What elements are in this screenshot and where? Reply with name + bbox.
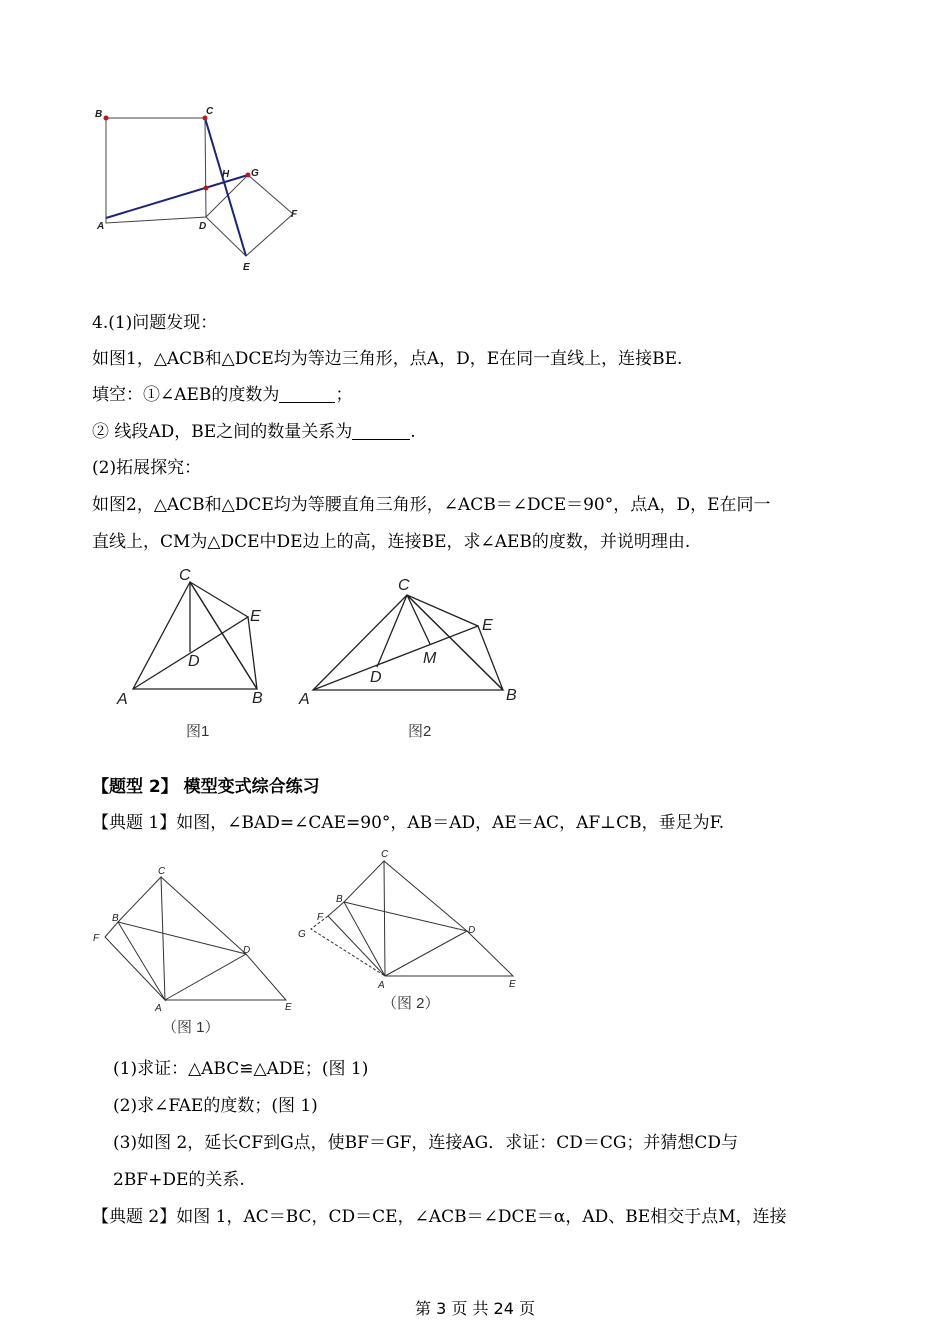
label-E: E	[509, 979, 516, 990]
label-A: A	[117, 691, 128, 708]
example-2-statement: 【典题 2】如图 1，AC＝BC，CD＝CE，∠ACB＝∠DCE＝α，AD、BE相交于点M，连接	[92, 1207, 787, 1227]
label-A: A	[299, 691, 310, 708]
q4-paragraph-2-line-1: 如图2，△ACB和△DCE均为等腰直角三角形，∠ACB＝∠DCE＝90°，点A，D，E在同一	[92, 495, 771, 515]
example-1-q2: (2)求∠FAE的度数；(图 1)	[113, 1096, 318, 1116]
type2-heading: 【题型 2】 模型变式综合练习	[92, 777, 320, 797]
figure-caption: 图1	[186, 723, 210, 740]
label-D: D	[468, 925, 476, 936]
label-B: B	[506, 687, 517, 704]
q4-paragraph-2-line-2: 直线上，CM为△DCE中DE边上的高，连接BE，求∠AEB的度数，并说明理由.	[92, 532, 691, 552]
answer-blank[interactable]	[352, 423, 410, 440]
example-1-figure-2	[290, 844, 530, 1019]
label-B: B	[112, 913, 119, 924]
label-D: D	[370, 669, 382, 686]
label-A: A	[155, 1003, 162, 1014]
label-B: B	[252, 690, 263, 707]
fill-a-end: ；	[335, 385, 353, 405]
label-E: E	[482, 617, 493, 634]
label-F: F	[93, 933, 100, 944]
label-B: B	[336, 894, 343, 905]
example-1-statement: 【典题 1】如图，∠BAD=∠CAE=90°，AB＝AD，AE＝AC，AF⊥CB，垂足为F.	[92, 813, 725, 833]
label-C: C	[179, 567, 191, 584]
q4-figure-1	[110, 562, 280, 742]
q4-paragraph-1: 如图1，△ACB和△DCE均为等边三角形，点A，D，E在同一直线上，连接BE.	[92, 349, 683, 369]
example-1-figure-1	[88, 862, 303, 1042]
fill-a-text: 填空：①∠AEB的度数为	[92, 385, 280, 405]
label-C: C	[398, 577, 410, 594]
fill-b-end: .	[410, 422, 416, 442]
example-1-q3-line-1: (3)如图 2，延长CF到G点，使BF＝GF，连接AG．求证：CD＝CG；并猜想CD与	[113, 1133, 739, 1153]
label-D: D	[199, 221, 207, 232]
example-1-q3-line-2: 2BF+DE的关系.	[113, 1170, 245, 1190]
label-E: E	[250, 608, 261, 625]
q4-title: 4.(1)问题发现：	[92, 313, 218, 333]
fill-b-text: ② 线段AD，BE之间的数量关系为	[92, 422, 353, 442]
figure-caption: （图 2）	[382, 995, 440, 1012]
q4-fill-a	[92, 384, 352, 406]
label-F: F	[291, 209, 298, 220]
figure-caption: （图 1）	[162, 1019, 220, 1036]
label-G: G	[298, 929, 306, 940]
example-1-q1: (1)求证：△ABC≌△ADE；(图 1)	[113, 1059, 369, 1079]
square-figure	[88, 100, 318, 280]
label-C: C	[206, 106, 214, 117]
label-H: H	[222, 169, 230, 180]
label-E: E	[285, 1002, 292, 1013]
label-C: C	[158, 866, 166, 877]
label-D: D	[243, 945, 251, 956]
label-B: B	[95, 109, 103, 120]
label-F: F	[317, 912, 324, 923]
label-C: C	[381, 849, 389, 860]
answer-blank[interactable]	[279, 386, 335, 403]
figure-caption: 图2	[408, 723, 432, 740]
label-G: G	[251, 168, 259, 179]
page-footer: 第 3 页 共 24 页	[415, 1299, 535, 1318]
label-M: M	[423, 650, 437, 667]
q4-figure-2	[290, 562, 530, 742]
label-A: A	[378, 980, 385, 991]
q4-part2-title: (2)拓展探究：	[92, 458, 202, 478]
q4-fill-b	[92, 421, 416, 443]
label-A: A	[97, 221, 105, 232]
label-D: D	[188, 653, 200, 670]
label-E: E	[243, 262, 250, 273]
